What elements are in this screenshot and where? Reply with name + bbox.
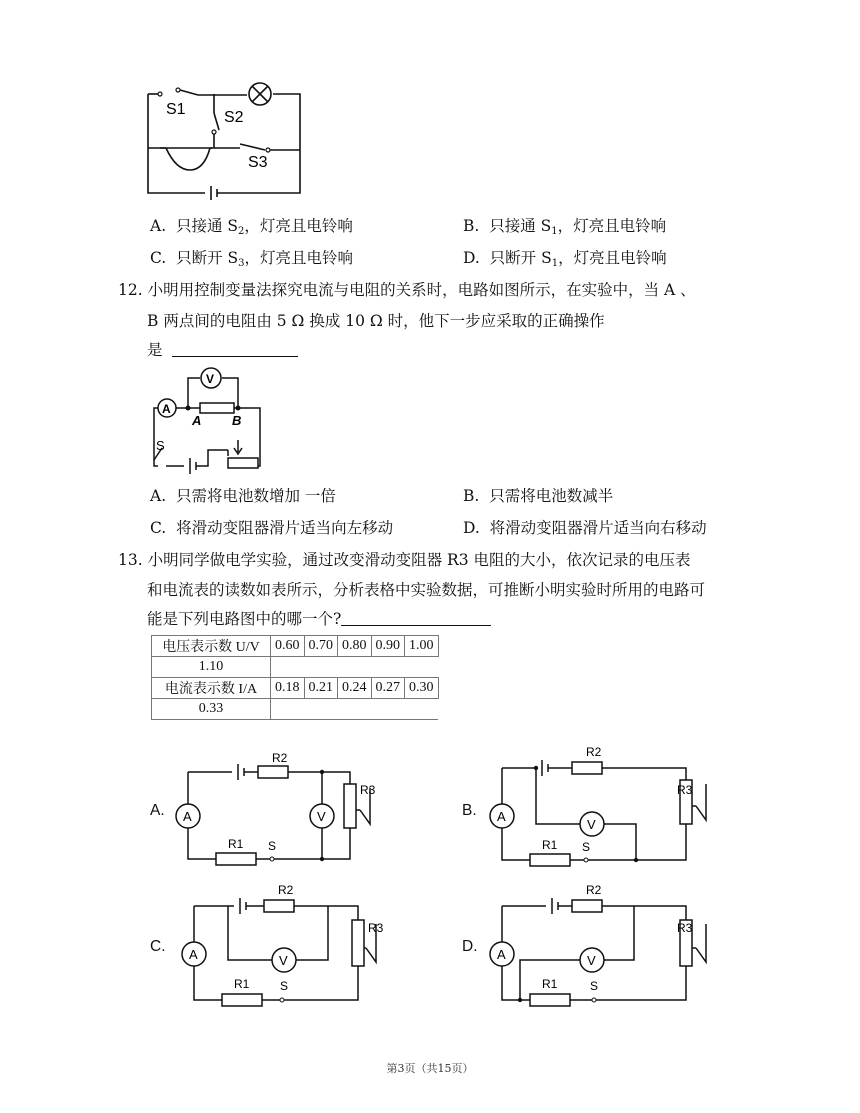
- ammeter-label: A: [183, 809, 192, 824]
- q11-label-s1: S1: [166, 101, 186, 118]
- switch-label: S: [280, 979, 289, 993]
- r2-label: R2: [278, 883, 294, 897]
- q11-circuit-diagram: [140, 78, 310, 203]
- q13-circuit-d: [484, 880, 699, 1010]
- q13-data-table: [151, 635, 439, 720]
- q12-point-a-label: A: [192, 413, 202, 428]
- table-row: 0.33: [152, 699, 439, 720]
- r1-label: R1: [542, 838, 558, 852]
- q11-label-s3: S3: [248, 154, 268, 171]
- q12-switch-label: S: [156, 438, 165, 453]
- q12-stem-line1: 12. 小明用控制变量法探究电流与电阻的关系时，电路如图所示，在实验中，当 A 、: [118, 281, 696, 299]
- table-row: 1.10: [152, 657, 439, 678]
- q11-label-s2: S2: [224, 109, 244, 126]
- r3-label: R3: [677, 921, 693, 935]
- q13-circuit-a: [170, 748, 385, 868]
- q11-option-a[interactable]: A. 只接通 $S_2$，灯亮且电铃响: [150, 217, 353, 237]
- q13-circuit-d-letter[interactable]: D.: [462, 938, 478, 955]
- voltmeter-label: V: [317, 809, 326, 824]
- q12-option-a[interactable]: A. 只需将电池数增加 一倍: [150, 487, 336, 505]
- q12-answer-blank[interactable]: [172, 340, 298, 357]
- ammeter-label: A: [189, 947, 198, 962]
- ammeter-label: A: [497, 809, 506, 824]
- table-row: 电流表示数 I/A 0.18 0.21 0.24 0.27 0.30: [152, 678, 439, 699]
- voltmeter-label: V: [279, 953, 288, 968]
- q13-circuit-c-letter[interactable]: C.: [150, 938, 166, 955]
- q12-voltmeter-label: V: [206, 372, 215, 386]
- switch-label: S: [582, 840, 591, 854]
- switch-label: S: [268, 839, 277, 853]
- switch-label: S: [590, 979, 599, 993]
- q13-stem-line3: 能是下列电路图中的哪一个?: [147, 609, 491, 629]
- r1-label: R1: [228, 837, 244, 851]
- voltmeter-label: V: [587, 817, 596, 832]
- q11-option-d[interactable]: D. 只断开 $S_1$，灯亮且电铃响: [463, 249, 667, 269]
- table-row: 电压表示数 U/V 0.60 0.70 0.80 0.90 1.00: [152, 636, 439, 657]
- q12-option-d[interactable]: D. 将滑动变阻器滑片适当向右移动: [463, 519, 707, 537]
- q13-circuit-c: [172, 880, 387, 1010]
- ammeter-label: A: [497, 947, 506, 962]
- r1-label: R1: [234, 977, 250, 991]
- q11-option-b[interactable]: B. 只接通 $S_1$，灯亮且电铃响: [463, 217, 667, 237]
- q13-stem-line1: 13. 小明同学做电学实验，通过改变滑动变阻器 R3 电阻的大小，依次记录的电压表: [118, 551, 691, 569]
- page-footer: 第3页（共15页）: [386, 1062, 474, 1075]
- q12-stem-line2: B 两点间的电阻由 5 Ω 换成 10 Ω 时，他下一步应采取的正确操作: [147, 312, 605, 330]
- r3-label: R3: [368, 921, 384, 935]
- q12-point-b-label: B: [232, 413, 242, 428]
- q13-circuit-b-letter[interactable]: B.: [462, 802, 477, 819]
- r2-label: R2: [272, 751, 288, 765]
- q12-stem-line3: 是: [147, 340, 298, 360]
- q12-option-b[interactable]: B. 只需将电池数减半: [463, 487, 614, 505]
- q13-answer-blank[interactable]: [341, 609, 491, 626]
- voltmeter-label: V: [587, 953, 596, 968]
- r3-label: R3: [677, 783, 693, 797]
- r1-label: R1: [542, 977, 558, 991]
- q13-stem-line2: 和电流表的读数如表所示，分析表格中实验数据，可推断小明实验时所用的电路可: [147, 581, 706, 599]
- q12-circuit-diagram: [150, 362, 265, 470]
- q13-circuit-a-letter[interactable]: A.: [150, 802, 165, 819]
- r2-label: R2: [586, 883, 602, 897]
- r3-label: R3: [360, 783, 376, 797]
- q12-ammeter-label: A: [162, 402, 171, 416]
- q11-option-c[interactable]: C. 只断开 $S_3$，灯亮且电铃响: [150, 249, 354, 269]
- r2-label: R2: [586, 745, 602, 759]
- q12-option-c[interactable]: C. 将滑动变阻器滑片适当向左移动: [150, 519, 394, 537]
- q13-circuit-b: [484, 742, 699, 867]
